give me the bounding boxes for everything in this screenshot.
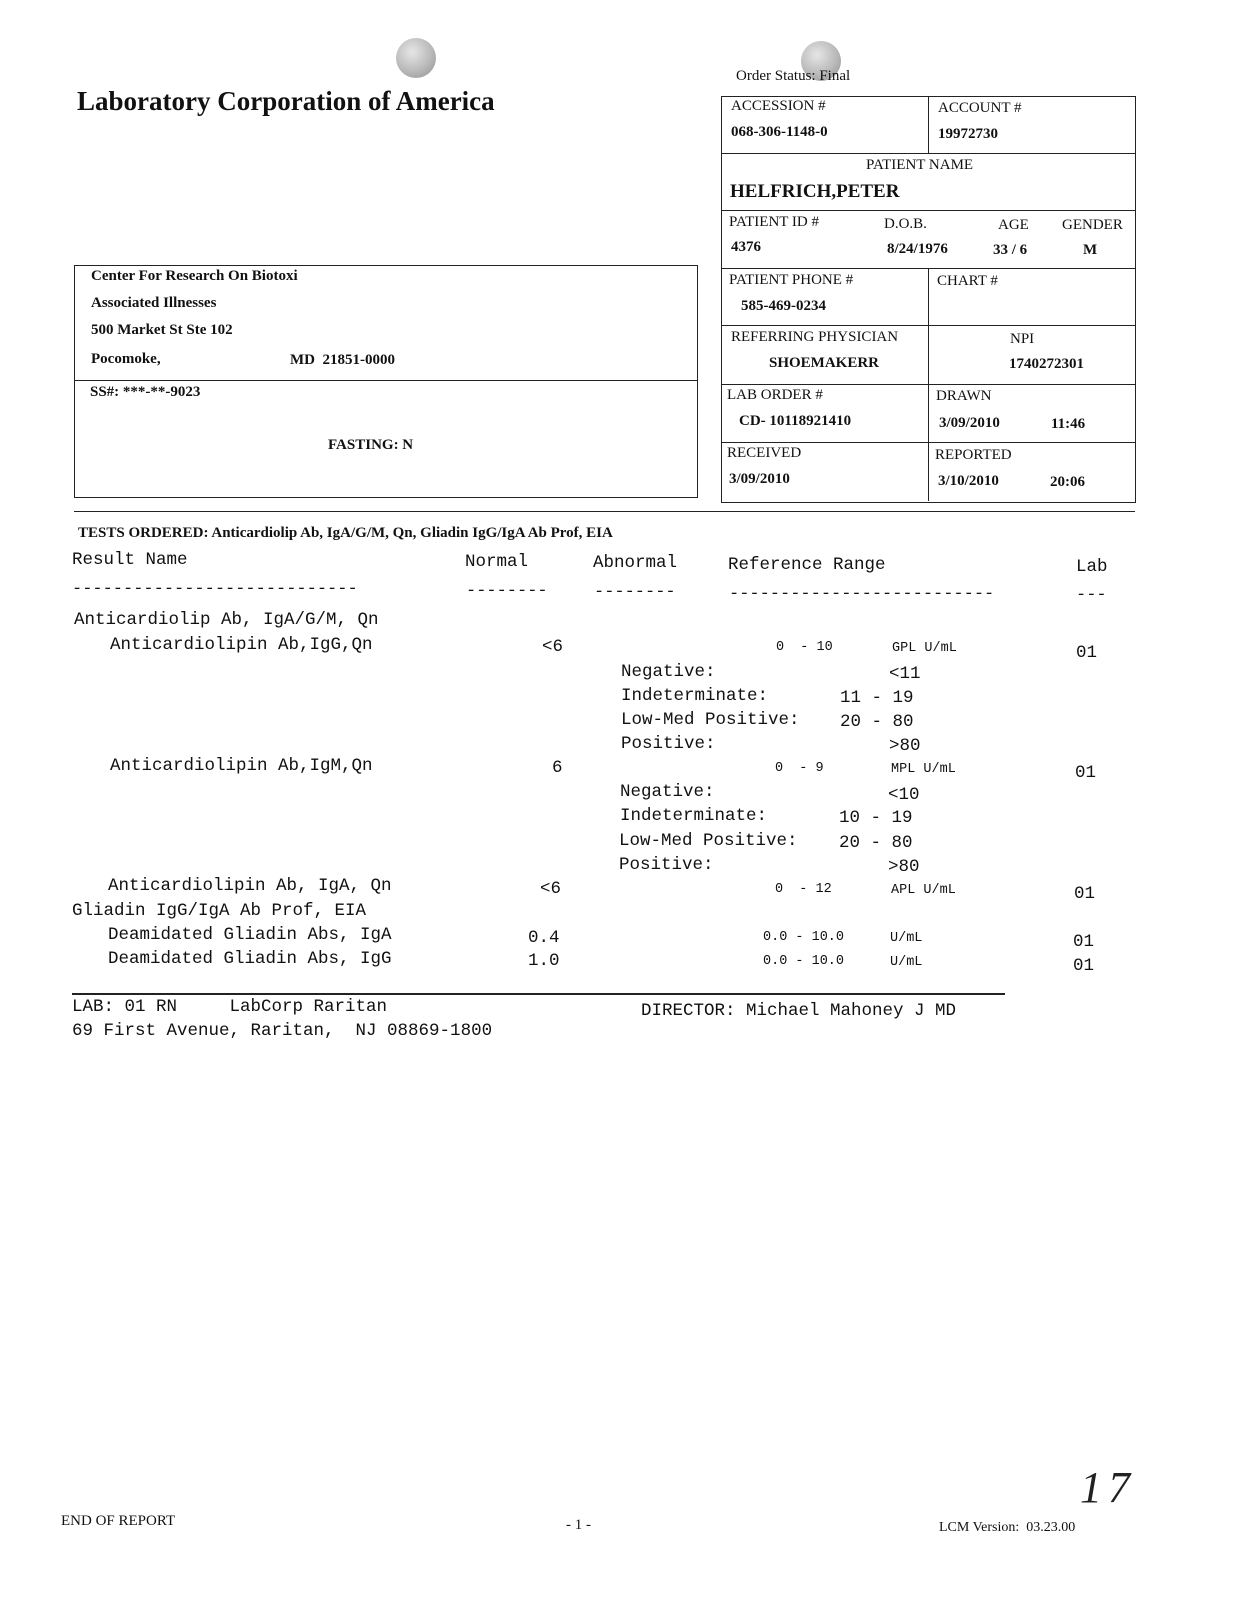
reference-range: 0.0 - 10.0 (763, 954, 845, 969)
account-label: ACCOUNT # (938, 100, 1022, 116)
interp-label: Indeterminate: (620, 806, 768, 826)
interp-value: >80 (889, 736, 921, 756)
client-line-2: Associated Illnesses (91, 295, 217, 311)
age-value: 33 / 6 (993, 242, 1028, 258)
patient-name-label: PATIENT NAME (866, 157, 974, 173)
col-abnormal-rule: -------- (594, 583, 676, 602)
client-line-3: 500 Market St Ste 102 (91, 322, 233, 338)
col-result-name-rule: ---------------------------- (72, 580, 358, 599)
ssn: SS#: ***-**-9023 (90, 384, 201, 400)
patient-phone-label: PATIENT PHONE # (729, 272, 854, 288)
referring-physician-value: SHOEMAKERR (769, 355, 880, 371)
patient-id-label: PATIENT ID # (729, 214, 820, 230)
accession-value: 068-306-1148-0 (731, 124, 828, 140)
interp-label: Negative: (621, 662, 716, 682)
lab-order-value: CD- 10118921410 (739, 413, 852, 429)
interp-label: Indeterminate: (621, 686, 769, 706)
col-normal: Normal (465, 552, 529, 572)
panel-anticardiolip: Anticardiolip Ab, IgA/G/M, Qn (74, 610, 379, 630)
result-lab: 01 (1075, 763, 1097, 783)
npi-label: NPI (1010, 331, 1035, 347)
drawn-time: 11:46 (1051, 416, 1086, 432)
reference-range: 0.0 - 10.0 (763, 930, 845, 945)
col-normal-rule: -------- (466, 582, 548, 601)
reference-unit: U/mL (890, 931, 923, 946)
col-result-name: Result Name (72, 550, 188, 570)
page-title: Laboratory Corporation of America (77, 86, 495, 116)
result-value: <6 (540, 879, 562, 899)
reference-range: 0 - 9 (775, 761, 824, 776)
interp-value: <11 (889, 664, 921, 684)
reference-unit: MPL U/mL (891, 762, 956, 777)
reported-label: REPORTED (935, 447, 1012, 463)
client-city: Pocomoke, (91, 351, 161, 367)
result-value: <6 (542, 637, 564, 657)
col-abnormal: Abnormal (593, 553, 678, 573)
interp-value: >80 (888, 857, 920, 877)
result-name: Anticardiolipin Ab,IgM,Qn (110, 756, 373, 776)
reported-date: 3/10/2010 (938, 473, 999, 489)
received-date: 3/09/2010 (729, 471, 790, 487)
interp-value: <10 (888, 785, 920, 805)
interp-value: 20 - 80 (840, 712, 914, 732)
lab-line: LAB: 01 RN LabCorp Raritan (72, 997, 388, 1017)
reference-unit: U/mL (890, 955, 923, 970)
result-lab: 01 (1073, 956, 1095, 976)
result-value: 6 (552, 758, 563, 778)
result-lab: 01 (1073, 932, 1095, 952)
referring-physician-label: REFERRING PHYSICIAN (731, 329, 899, 345)
result-name: Anticardiolipin Ab,IgG,Qn (110, 635, 373, 655)
drawn-label: DRAWN (936, 388, 992, 404)
handwritten-page-mark: 17 (1080, 1463, 1136, 1512)
interp-label: Positive: (621, 734, 716, 754)
interp-label: Negative: (620, 782, 715, 802)
result-name: Anticardiolipin Ab, IgA, Qn (108, 876, 392, 896)
lab-director: DIRECTOR: Michael Mahoney J MD (641, 1001, 957, 1021)
gender-value: M (1083, 242, 1098, 258)
reference-range: 0 - 10 (776, 640, 833, 655)
npi-value: 1740272301 (1009, 356, 1084, 372)
lcm-version: LCM Version: 03.23.00 (939, 1520, 1076, 1535)
gender-label: GENDER (1062, 217, 1123, 233)
interp-value: 20 - 80 (839, 833, 913, 853)
tests-divider (74, 511, 1135, 512)
result-name: Deamidated Gliadin Abs, IgA (108, 925, 392, 945)
interp-label: Low-Med Positive: (621, 710, 800, 730)
accession-label: ACCESSION # (731, 98, 826, 114)
patient-phone-value: 585-469-0234 (741, 298, 826, 314)
lab-address: 69 First Avenue, Raritan, NJ 08869-1800 (72, 1021, 493, 1041)
col-lab-rule: --- (1076, 586, 1107, 605)
client-line-1: Center For Research On Biotoxi (91, 268, 298, 284)
result-value: 1.0 (528, 951, 560, 971)
reference-unit: APL U/mL (891, 883, 956, 898)
reported-time: 20:06 (1050, 474, 1085, 490)
patient-name-value: HELFRICH,PETER (730, 181, 900, 202)
result-lab: 01 (1074, 884, 1096, 904)
chart-label: CHART # (937, 273, 998, 289)
result-value: 0.4 (528, 928, 560, 948)
col-lab: Lab (1076, 557, 1108, 577)
age-label: AGE (998, 217, 1029, 233)
reference-unit: GPL U/mL (892, 641, 957, 656)
col-reference-rule: -------------------------- (729, 585, 995, 604)
lab-order-label: LAB ORDER # (727, 387, 823, 403)
reference-range: 0 - 12 (775, 882, 832, 897)
interp-label: Positive: (619, 855, 714, 875)
end-of-report: END OF REPORT (61, 1513, 176, 1529)
interp-value: 11 - 19 (840, 688, 914, 708)
punch-hole-left (396, 38, 436, 78)
page-number: - 1 - (566, 1517, 591, 1533)
interp-label: Low-Med Positive: (619, 831, 798, 851)
result-name: Deamidated Gliadin Abs, IgG (108, 949, 392, 969)
client-state-zip: MD 21851-0000 (290, 352, 395, 368)
received-label: RECEIVED (727, 445, 802, 461)
drawn-date: 3/09/2010 (939, 415, 1000, 431)
dob-label: D.O.B. (884, 216, 927, 232)
col-reference-range: Reference Range (728, 555, 886, 575)
dob-value: 8/24/1976 (887, 241, 948, 257)
patient-id-value: 4376 (731, 239, 761, 255)
result-lab: 01 (1076, 643, 1098, 663)
panel-gliadin: Gliadin IgG/IgA Ab Prof, EIA (72, 901, 367, 921)
account-value: 19972730 (938, 126, 998, 142)
tests-ordered: TESTS ORDERED: Anticardiolip Ab, IgA/G/M, Qn, Gliadin IgG/IgA Ab Prof, EIA (78, 525, 613, 541)
interp-value: 10 - 19 (839, 808, 913, 828)
order-status: Order Status: Final (736, 68, 851, 84)
fasting-status: FASTING: N (328, 437, 414, 453)
